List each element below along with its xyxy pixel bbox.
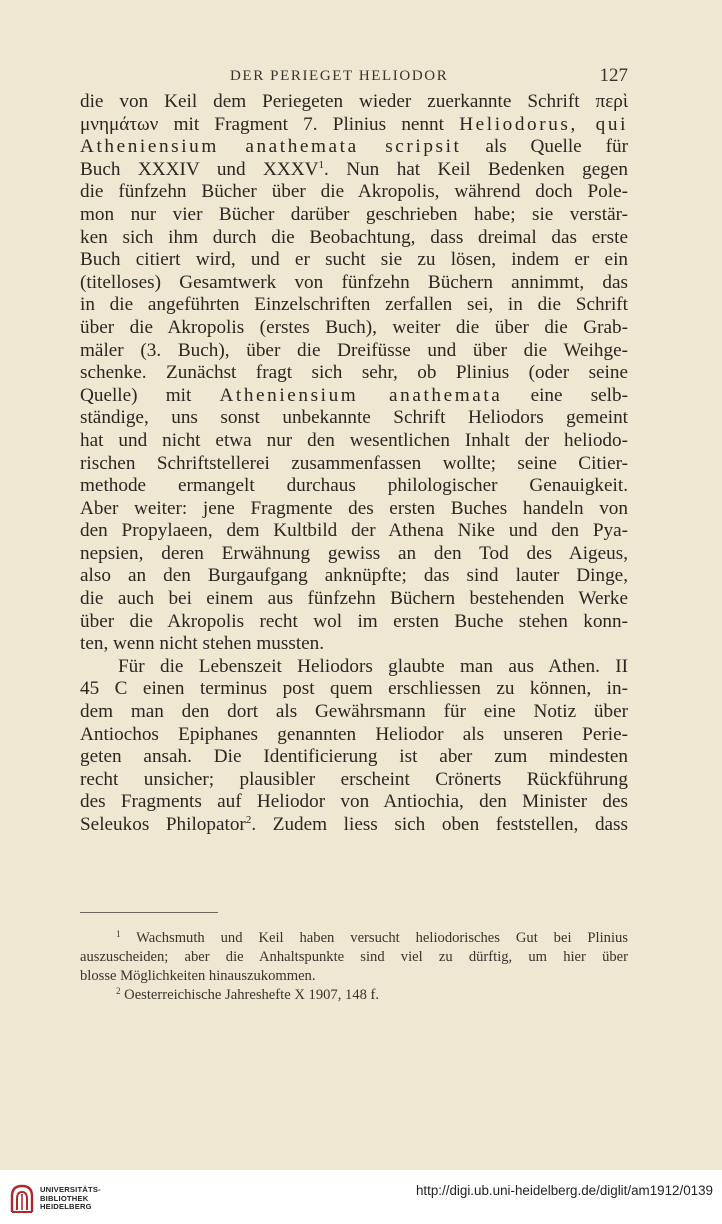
paragraph-1-line (80, 453, 628, 476)
line-text: Buch citiert wird, und er sucht sie zu lösen, indem er ein (80, 249, 628, 271)
paragraph-1-line (80, 362, 628, 385)
line-text: über die Akropolis (erstes Buch), weiter die über die Grab- (80, 316, 628, 338)
paragraph-1-line (80, 249, 628, 272)
line-text: ten, wenn nicht stehen mussten. (80, 633, 325, 655)
paragraph-2-line (80, 746, 628, 769)
paragraph-2-line (80, 814, 628, 837)
line-text: über die Akropolis recht wol im ersten Buche stehen konn- (80, 610, 628, 632)
running-head (80, 65, 628, 92)
line-text: (titelloses) Gesamtwerk von fünfzehn Büchern annimmt, das (80, 271, 628, 293)
paragraph-1-line (80, 136, 628, 159)
line-text: Seleukos Philopator (80, 814, 246, 835)
library-name-line-2: BIBLIOTHEK (40, 1193, 89, 1203)
heidelberg-lion-icon (8, 1182, 36, 1214)
line-text: Antiochos Epiphanes genannten Heliodor als unseren Perie- (80, 723, 628, 745)
line-text: des Fragments auf Heliodor von Antiochia, den Minister des (80, 791, 628, 813)
paragraph-2-line (80, 724, 628, 747)
letterspaced-emphasis: Atheniensium anathemata scripsit (80, 136, 462, 158)
running-title: DER PERIEGET HELIODOR (230, 68, 449, 84)
library-name-line-3: HEIDELBERG (40, 1202, 92, 1212)
paragraph-1-line (80, 588, 628, 611)
paragraph-2-line (80, 656, 628, 679)
line-text: in die angeführten Einzelschriften zerfallen sei, in die Schrift (80, 294, 628, 316)
paragraph-1-line (80, 565, 628, 588)
footnote-reference: 1 (318, 158, 324, 171)
line-text: μνημάτων mit Fragment 7. Plinius nennt (80, 113, 460, 135)
line-text: als Quelle für (461, 136, 628, 158)
paragraph-1-line (80, 294, 628, 317)
library-name (40, 1186, 101, 1212)
line-text: 45 C einen terminus post quem erschliessen zu können, in- (80, 678, 628, 700)
paragraph-2-line (80, 701, 628, 724)
permalink-url[interactable]: http://digi.ub.uni-heidelberg.de/diglit/am1912/0139 (415, 1183, 713, 1198)
paragraph-1-line (80, 611, 628, 634)
footnote-line (80, 986, 628, 1005)
footnote-line (80, 929, 628, 948)
library-name-line-1: UNIVERSITÄTS- (40, 1185, 101, 1194)
viewer-footer (0, 1170, 722, 1224)
line-text: Wachsmuth und Keil haben versucht heliodorisches Gut bei Plinius (136, 930, 628, 946)
footnote-line (80, 948, 628, 967)
line-text: Aber weiter: jene Fragmente des ersten Buches handeln von (80, 497, 628, 519)
paragraph-1-line (80, 543, 628, 566)
line-text: dem man den dort als Gewährsmann für eine Notiz über (80, 701, 628, 723)
line-text: nepsien, deren Erwähnung gewiss an den Tod des Aigeus, (80, 542, 628, 564)
line-text: die fünfzehn Bücher über die Akropolis, während doch Pole- (80, 181, 628, 203)
paragraph-1-line (80, 633, 628, 656)
line-text: mon nur vier Bücher darüber geschrieben habe; sie verstär- (80, 203, 628, 225)
line-text: ken sich ihm durch die Beobachtung, dass dreimal das erste (80, 226, 628, 248)
line-text: . Nun hat Keil Bedenken gegen (323, 158, 628, 180)
line-text: die von Keil dem Periegeten wieder zuerkannte Schrift περὶ (80, 91, 628, 112)
paragraph-2 (80, 656, 628, 837)
paragraph-1-line (80, 430, 628, 453)
line-text: Quelle) mit (80, 384, 220, 406)
paragraph-1 (80, 91, 628, 656)
footnotes (80, 929, 628, 1005)
paragraph-1-line (80, 227, 628, 250)
paragraph-1-line (80, 181, 628, 204)
paragraph-1-line (80, 317, 628, 340)
paragraph-1-line (80, 159, 628, 182)
line-text: . Zudem liess sich oben feststellen, dass (251, 814, 628, 835)
paragraph-2-line (80, 791, 628, 814)
body-text (80, 91, 628, 837)
line-text: hat und nicht etwa nur den wesentlichen Inhalt der heliodo- (80, 429, 628, 451)
line-text: schenke. Zunächst fragt sich sehr, ob Plinius (oder seine (80, 362, 628, 384)
footnote-marker: 1 (116, 929, 121, 939)
page-number: 127 (599, 65, 628, 86)
paragraph-1-line (80, 114, 628, 137)
paragraph-1-line (80, 407, 628, 430)
footnote-marker: 2 (116, 986, 121, 996)
letterspaced-emphasis: Heliodorus, qui (459, 113, 628, 135)
line-text: geten ansah. Die Identificierung ist aber zum mindesten (80, 746, 628, 768)
paragraph-1-line (80, 204, 628, 227)
line-text: recht unsicher; plausibler erscheint Crönerts Rückführung (80, 768, 628, 790)
footnote-line (80, 967, 628, 986)
line-text: rischen Schriftstellerei zusammenfassen wollte; seine Citier- (80, 452, 628, 474)
line-text: blosse Möglichkeiten hinauszukommen. (80, 968, 316, 984)
line-text: auszuscheiden; aber die Anhaltspunkte sind viel zu dürftig, um hier über (80, 949, 628, 965)
line-text: den Propylaeen, dem Kultbild der Athena Nike und den Pya- (80, 520, 628, 542)
paragraph-1-line (80, 272, 628, 295)
line-text: methode ermangelt durchaus philologischer Genauigkeit. (80, 475, 628, 497)
paragraph-1-line (80, 498, 628, 521)
line-text: die auch bei einem aus fünfzehn Büchern bestehenden Werke (80, 588, 628, 610)
letterspaced-emphasis: Atheniensium anathemata (219, 384, 503, 406)
line-text: also an den Burgaufgang anknüpfte; das sind lauter Dinge, (80, 565, 628, 587)
line-text: Oesterreichische Jahreshefte X 1907, 148 f. (124, 987, 380, 1003)
line-text: Für die Lebenszeit Heliodors glaubte man aus Athen. II (118, 655, 628, 677)
paragraph-1-line (80, 520, 628, 543)
line-text: ständige, uns sonst unbekannte Schrift Heliodors gemeint (80, 407, 628, 429)
footnote-reference: 2 (245, 814, 252, 826)
line-text: mäler (3. Buch), über die Dreifüsse und über die Weihge- (80, 339, 628, 361)
paragraph-1-line (80, 385, 628, 408)
paragraph-2-line (80, 678, 628, 701)
paragraph-1-line (80, 475, 628, 498)
paragraph-2-line (80, 769, 628, 792)
library-logo[interactable] (8, 1182, 118, 1214)
line-text: eine selb- (502, 384, 628, 406)
paragraph-1-line (80, 91, 628, 114)
line-text: Buch XXXIV und XXXV (80, 158, 319, 180)
paragraph-1-line (80, 340, 628, 363)
footnote-rule (80, 912, 218, 913)
